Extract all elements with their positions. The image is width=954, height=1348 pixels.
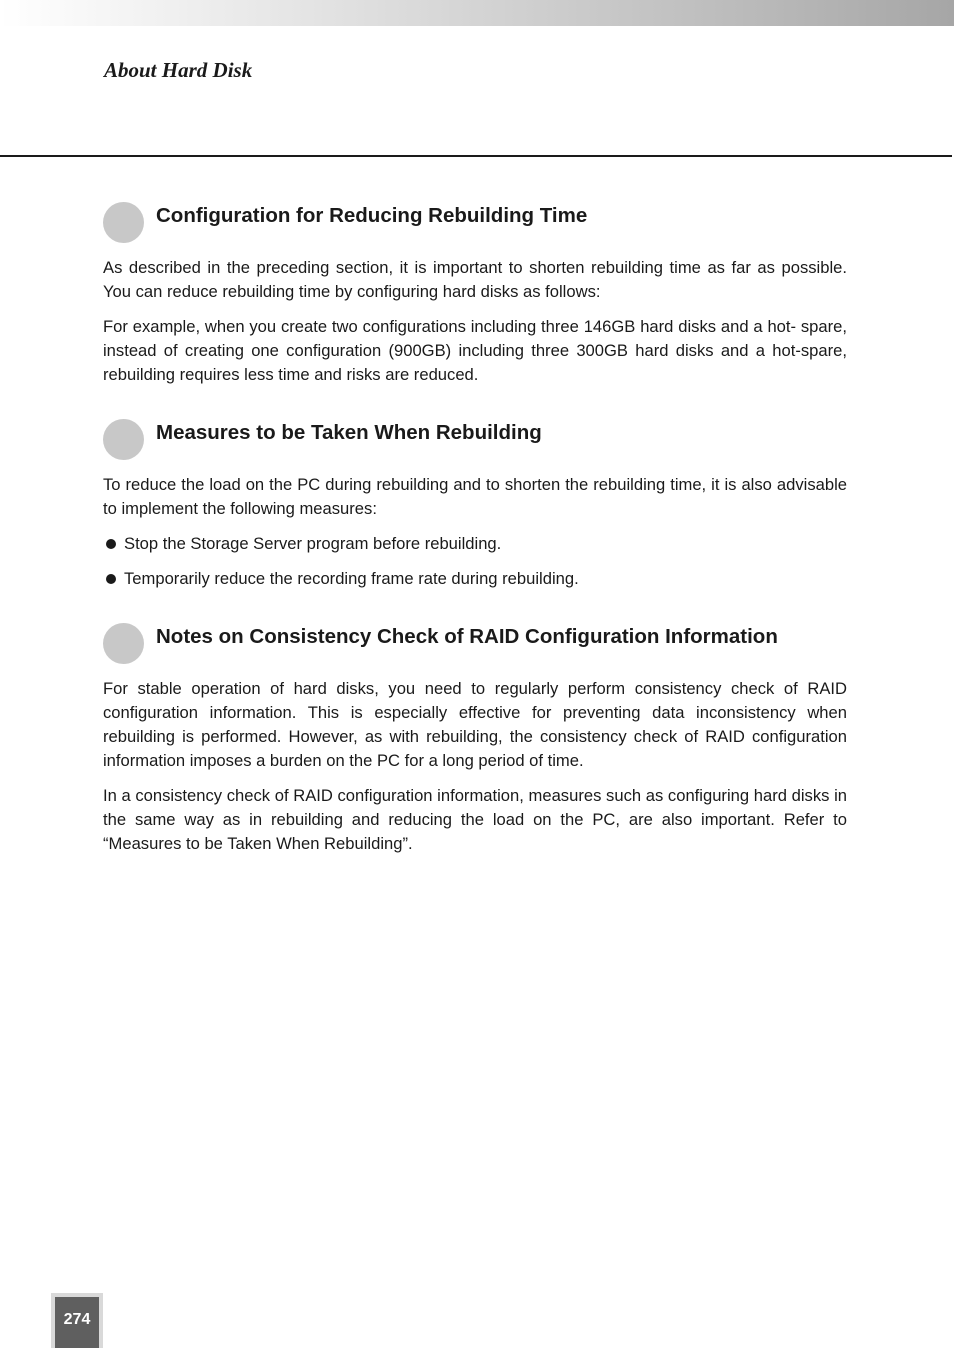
list-item-text: Stop the Storage Server program before rebuilding. xyxy=(124,534,502,553)
list-item xyxy=(103,532,847,556)
paragraph: For example, when you create two configurations including three 146GB hard disks and a hot- spare, instead of creating one configuration (900GB) including three 300GB hard disks and a hot-spare, rebuilding requires less time and risks are reduced. xyxy=(103,317,847,384)
list-item xyxy=(103,567,847,591)
bullet-icon xyxy=(106,539,116,549)
section-title: Configuration for Reducing Rebuilding Time xyxy=(156,204,588,227)
bullet-icon xyxy=(106,574,116,584)
page-number: 274 xyxy=(63,1311,91,1328)
running-head-title: About Hard Disk xyxy=(104,58,253,82)
section-title: Measures to be Taken When Rebuilding xyxy=(156,421,542,444)
section-dot-icon xyxy=(103,202,144,243)
section-heading xyxy=(103,417,847,461)
paragraph: For stable operation of hard disks, you need to regularly perform consistency check of RAID configuration information. This is especially effective for preventing data inconsistency when rebuilding is performed. However, as with rebuilding, the consistency check of RAID configuration information imposes a burden on the PC for a long period of time. xyxy=(103,679,847,770)
section-heading xyxy=(103,621,847,665)
paragraph: In a consistency check of RAID configuration information, measures such as configuring hard disks in the same way as in rebuilding and reducing the load on the PC, are also important. Refer to “Measures to be Taken When Rebuilding”. xyxy=(103,786,847,853)
page-content xyxy=(103,200,847,867)
list-item-text: Temporarily reduce the recording frame rate during rebuilding. xyxy=(124,569,579,588)
page-number-tab xyxy=(51,1293,103,1348)
section-dot-icon xyxy=(103,419,144,460)
section-dot-icon xyxy=(103,623,144,664)
bullet-list xyxy=(103,532,847,591)
section-reducing-rebuild-time xyxy=(103,200,847,387)
header-divider xyxy=(0,155,952,157)
header-gradient-bar xyxy=(0,0,954,26)
paragraph: To reduce the load on the PC during rebuilding and to shorten the rebuilding time, it is also advisable to implement the following measures: xyxy=(103,475,847,518)
paragraph: As described in the preceding section, it is important to shorten rebuilding time as far as possible. You can reduce rebuilding time by configuring hard disks as follows: xyxy=(103,258,847,301)
section-title: Notes on Consistency Check of RAID Configuration Information xyxy=(156,625,778,648)
section-heading xyxy=(103,200,847,244)
section-measures-when-rebuilding xyxy=(103,417,847,591)
section-consistency-check xyxy=(103,621,847,856)
page-number-box xyxy=(55,1297,99,1348)
